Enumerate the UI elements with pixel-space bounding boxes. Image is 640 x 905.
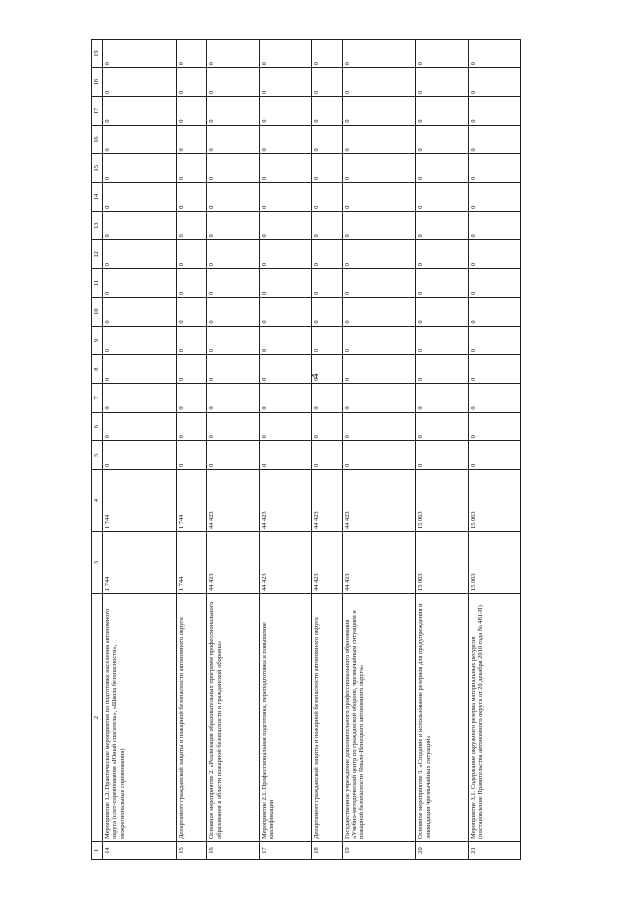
- value-cell: 0: [468, 211, 520, 240]
- value-cell: 15 063: [416, 470, 468, 532]
- column-header: 6: [92, 412, 103, 441]
- value-cell: 0: [468, 383, 520, 412]
- value-cell: 0: [416, 412, 468, 441]
- value-cell: 0: [416, 240, 468, 269]
- value-cell: 0: [176, 154, 207, 183]
- row-name-cell: Мероприятие 1.2. Практические мероприятия по подготовке населения автономного округа (слет-соревнования «Юный спасатель», «Школа безопасности», межрегиональные соревнования): [103, 594, 177, 842]
- value-cell: 0: [103, 183, 177, 212]
- value-cell: 0: [416, 68, 468, 97]
- value-cell: 0: [416, 326, 468, 355]
- value-cell: 0: [468, 355, 520, 384]
- table-row: [468, 39, 520, 859]
- value-cell: 0: [176, 97, 207, 126]
- value-cell: 0: [416, 39, 468, 68]
- value-cell: 0: [416, 297, 468, 326]
- row-number-cell: 15: [176, 842, 207, 860]
- value-cell: 0: [468, 269, 520, 298]
- value-cell: 0: [207, 39, 259, 68]
- value-cell: 0: [176, 383, 207, 412]
- column-header: 8: [92, 355, 103, 384]
- row-name-cell: Основное мероприятие 2. «Реализация образовательных программ профессионального образования в области пожарной безопасности и гражданской обороны»: [207, 594, 259, 842]
- value-cell: 0: [311, 183, 342, 212]
- value-cell: 0: [311, 355, 342, 384]
- row-number-cell: 17: [259, 842, 311, 860]
- value-cell: 0: [416, 211, 468, 240]
- value-cell: 0: [176, 297, 207, 326]
- value-cell: 0: [311, 97, 342, 126]
- value-cell: 44 423: [207, 470, 259, 532]
- value-cell: 0: [207, 355, 259, 384]
- value-cell: 0: [176, 355, 207, 384]
- column-header: 13: [92, 211, 103, 240]
- value-cell: 0: [259, 326, 311, 355]
- column-header: 17: [92, 97, 103, 126]
- value-cell: 0: [103, 154, 177, 183]
- value-cell: 0: [103, 97, 177, 126]
- column-header: 19: [92, 39, 103, 68]
- value-cell: 0: [416, 154, 468, 183]
- value-cell: 1 744: [176, 470, 207, 532]
- value-cell: 0: [103, 383, 177, 412]
- value-cell: 0: [468, 326, 520, 355]
- value-cell: 0: [103, 211, 177, 240]
- row-number-cell: 21: [468, 842, 520, 860]
- value-cell: 0: [416, 269, 468, 298]
- value-cell: 0: [103, 68, 177, 97]
- row-number-cell: 19: [342, 842, 416, 860]
- value-cell: 0: [103, 412, 177, 441]
- value-cell: 0: [259, 240, 311, 269]
- value-cell: 15 063: [468, 532, 520, 594]
- value-cell: 0: [311, 383, 342, 412]
- value-cell: 0: [207, 412, 259, 441]
- value-cell: 0: [103, 240, 177, 269]
- value-cell: 0: [342, 412, 416, 441]
- value-cell: 0: [176, 326, 207, 355]
- value-cell: 0: [259, 183, 311, 212]
- value-cell: 0: [207, 211, 259, 240]
- value-cell: 44 423: [259, 470, 311, 532]
- table-row: [176, 39, 207, 859]
- value-cell: 0: [311, 269, 342, 298]
- value-cell: 0: [311, 240, 342, 269]
- budget-table: [91, 39, 521, 860]
- value-cell: 0: [259, 383, 311, 412]
- value-cell: 0: [176, 39, 207, 68]
- value-cell: 0: [311, 125, 342, 154]
- value-cell: 0: [342, 355, 416, 384]
- value-cell: 0: [342, 383, 416, 412]
- value-cell: 0: [342, 39, 416, 68]
- column-header: 5: [92, 441, 103, 470]
- column-header: 7: [92, 383, 103, 412]
- value-cell: 0: [176, 412, 207, 441]
- budget-table-container: [91, 40, 521, 860]
- value-cell: 0: [468, 297, 520, 326]
- value-cell: 0: [311, 39, 342, 68]
- row-name-cell: Департамент гражданской защиты и пожарной безопасности автономного округа: [311, 594, 342, 842]
- column-header: 1: [92, 842, 103, 860]
- table-row: [207, 39, 259, 859]
- row-number-cell: 18: [311, 842, 342, 860]
- value-cell: 0: [311, 326, 342, 355]
- value-cell: 44 423: [311, 532, 342, 594]
- value-cell: 0: [259, 154, 311, 183]
- value-cell: 0: [207, 240, 259, 269]
- value-cell: 0: [207, 154, 259, 183]
- value-cell: 0: [207, 326, 259, 355]
- value-cell: 0: [468, 125, 520, 154]
- value-cell: 0: [259, 39, 311, 68]
- value-cell: 44 423: [342, 470, 416, 532]
- value-cell: 0: [259, 97, 311, 126]
- value-cell: 0: [342, 211, 416, 240]
- value-cell: 0: [468, 68, 520, 97]
- value-cell: 0: [311, 211, 342, 240]
- page-number: 4: [310, 373, 321, 379]
- value-cell: 0: [342, 269, 416, 298]
- row-name-cell: Государственное учреждение дополнительного профессионального образования «Учебно-методический центр по гражданской обороне, чрезвычайным ситуациям и пожарной безопасности Ямало-Ненецкого автономного округа»: [342, 594, 416, 842]
- value-cell: 0: [468, 240, 520, 269]
- value-cell: 0: [176, 68, 207, 97]
- table-row: [259, 39, 311, 859]
- column-header: 18: [92, 68, 103, 97]
- value-cell: 44 423: [342, 532, 416, 594]
- value-cell: 0: [176, 269, 207, 298]
- value-cell: 0: [342, 68, 416, 97]
- value-cell: 0: [416, 97, 468, 126]
- column-header: 9: [92, 326, 103, 355]
- value-cell: 44 423: [259, 532, 311, 594]
- value-cell: 0: [416, 125, 468, 154]
- value-cell: 0: [207, 383, 259, 412]
- value-cell: 0: [259, 355, 311, 384]
- value-cell: 0: [311, 297, 342, 326]
- value-cell: 0: [207, 269, 259, 298]
- value-cell: 0: [416, 183, 468, 212]
- value-cell: 44 423: [311, 470, 342, 532]
- column-header: 3: [92, 532, 103, 594]
- value-cell: 0: [103, 125, 177, 154]
- value-cell: 0: [468, 412, 520, 441]
- row-name-cell: Мероприятие 3.1. Содержание окружного резерва материальных ресурсов (постановление Правительства автономного округа от 20 декабря 2010 года № 481-П): [468, 594, 520, 842]
- column-header: 10: [92, 297, 103, 326]
- table-row: [342, 39, 416, 859]
- row-name-cell: Департамент гражданской защиты и пожарной безопасности автономного округа: [176, 594, 207, 842]
- row-name-cell: Мероприятие 2.1. Профессиональная подготовка, переподготовка и повышение квалификации: [259, 594, 311, 842]
- value-cell: 0: [176, 240, 207, 269]
- row-number-cell: 20: [416, 842, 468, 860]
- value-cell: 44 423: [207, 532, 259, 594]
- value-cell: 0: [103, 269, 177, 298]
- value-cell: 0: [259, 441, 311, 470]
- value-cell: 15 063: [468, 470, 520, 532]
- column-header: 15: [92, 154, 103, 183]
- value-cell: 0: [342, 183, 416, 212]
- table-row: [311, 39, 342, 859]
- value-cell: 0: [176, 125, 207, 154]
- column-header: 16: [92, 125, 103, 154]
- value-cell: 0: [468, 39, 520, 68]
- value-cell: 0: [259, 269, 311, 298]
- value-cell: 15 063: [416, 532, 468, 594]
- value-cell: 0: [207, 441, 259, 470]
- value-cell: 0: [103, 297, 177, 326]
- table-header-row: [92, 39, 103, 859]
- value-cell: 0: [342, 441, 416, 470]
- value-cell: 0: [207, 125, 259, 154]
- value-cell: 0: [342, 97, 416, 126]
- value-cell: 0: [311, 68, 342, 97]
- column-header: 12: [92, 240, 103, 269]
- value-cell: 0: [311, 441, 342, 470]
- value-cell: 0: [103, 326, 177, 355]
- row-number-cell: 14: [103, 842, 177, 860]
- value-cell: 0: [311, 412, 342, 441]
- row-number-cell: 16: [207, 842, 259, 860]
- table-row: [416, 39, 468, 859]
- value-cell: 0: [176, 211, 207, 240]
- value-cell: 1 744: [103, 532, 177, 594]
- value-cell: 0: [259, 297, 311, 326]
- value-cell: 0: [342, 326, 416, 355]
- value-cell: 0: [259, 412, 311, 441]
- column-header: 2: [92, 594, 103, 842]
- value-cell: 0: [259, 211, 311, 240]
- value-cell: 0: [342, 125, 416, 154]
- value-cell: 1 744: [176, 532, 207, 594]
- value-cell: 0: [342, 240, 416, 269]
- value-cell: 0: [416, 383, 468, 412]
- value-cell: 0: [468, 97, 520, 126]
- value-cell: 1 744: [103, 470, 177, 532]
- value-cell: 0: [103, 441, 177, 470]
- value-cell: 0: [311, 154, 342, 183]
- column-header: 11: [92, 269, 103, 298]
- value-cell: 0: [416, 441, 468, 470]
- value-cell: 0: [207, 183, 259, 212]
- value-cell: 0: [103, 39, 177, 68]
- value-cell: 0: [342, 154, 416, 183]
- value-cell: 0: [103, 355, 177, 384]
- value-cell: 0: [207, 297, 259, 326]
- value-cell: 0: [416, 355, 468, 384]
- row-name-cell: Основное мероприятие 3. «Создание и использование резервов для предупреждения и ликвидации чрезвычайных ситуаций»: [416, 594, 468, 842]
- column-header: 4: [92, 470, 103, 532]
- value-cell: 0: [468, 441, 520, 470]
- value-cell: 0: [259, 68, 311, 97]
- table-body: [103, 39, 521, 859]
- value-cell: 0: [468, 154, 520, 183]
- table-row: [103, 39, 177, 859]
- value-cell: 0: [342, 297, 416, 326]
- value-cell: 0: [468, 183, 520, 212]
- value-cell: 0: [259, 125, 311, 154]
- value-cell: 0: [176, 183, 207, 212]
- column-header: 14: [92, 183, 103, 212]
- value-cell: 0: [207, 68, 259, 97]
- value-cell: 0: [176, 441, 207, 470]
- value-cell: 0: [207, 97, 259, 126]
